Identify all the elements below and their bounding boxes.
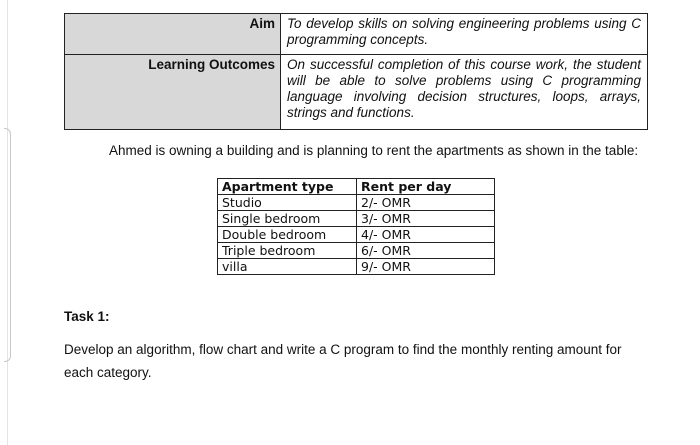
rent-cell: 4/- OMR: [357, 227, 495, 243]
apartment-type-cell: villa: [218, 259, 357, 275]
aim-row: [65, 14, 648, 55]
rent-cell: 6/- OMR: [357, 243, 495, 259]
apartment-type-cell: Double bedroom: [218, 227, 357, 243]
rent-cell: 2/- OMR: [357, 195, 495, 211]
aim-label: Aim: [65, 14, 281, 55]
table-row: [218, 259, 495, 275]
rent-cell: 9/- OMR: [357, 259, 495, 275]
learning-outcomes-label: Learning Outcomes: [65, 55, 281, 130]
table-row: [218, 195, 495, 211]
table-row: [218, 211, 495, 227]
header-apartment-type: Apartment type: [218, 179, 357, 195]
intro-paragraph: Ahmed is owning a building and is planning to rent the apartments as shown in the table:: [109, 143, 639, 158]
apartment-type-cell: Single bedroom: [218, 211, 357, 227]
aim-text: To develop skills on solving engineering problems using C programming concepts.: [281, 14, 648, 55]
table-header-row: [218, 179, 495, 195]
table-row: [218, 243, 495, 259]
rent-cell: 3/- OMR: [357, 211, 495, 227]
apartment-type-cell: Studio: [218, 195, 357, 211]
page-margin-bracket: [4, 128, 11, 362]
task-title: Task 1:: [64, 309, 110, 324]
header-rent-per-day: Rent per day: [357, 179, 495, 195]
table-row: [218, 227, 495, 243]
task-description: Develop an algorithm, flow chart and write a C program to find the monthly renting amount for each category.: [64, 342, 622, 380]
learning-outcomes-text: On successful completion of this course work, the student will be able to solve problems using C programming language involving decision structures, loops, arrays, strings and functions.: [281, 55, 648, 130]
apartment-type-cell: Triple bedroom: [218, 243, 357, 259]
course-info-table: [64, 13, 648, 130]
apartment-rent-table: [217, 178, 495, 275]
learning-outcomes-row: [65, 55, 648, 130]
